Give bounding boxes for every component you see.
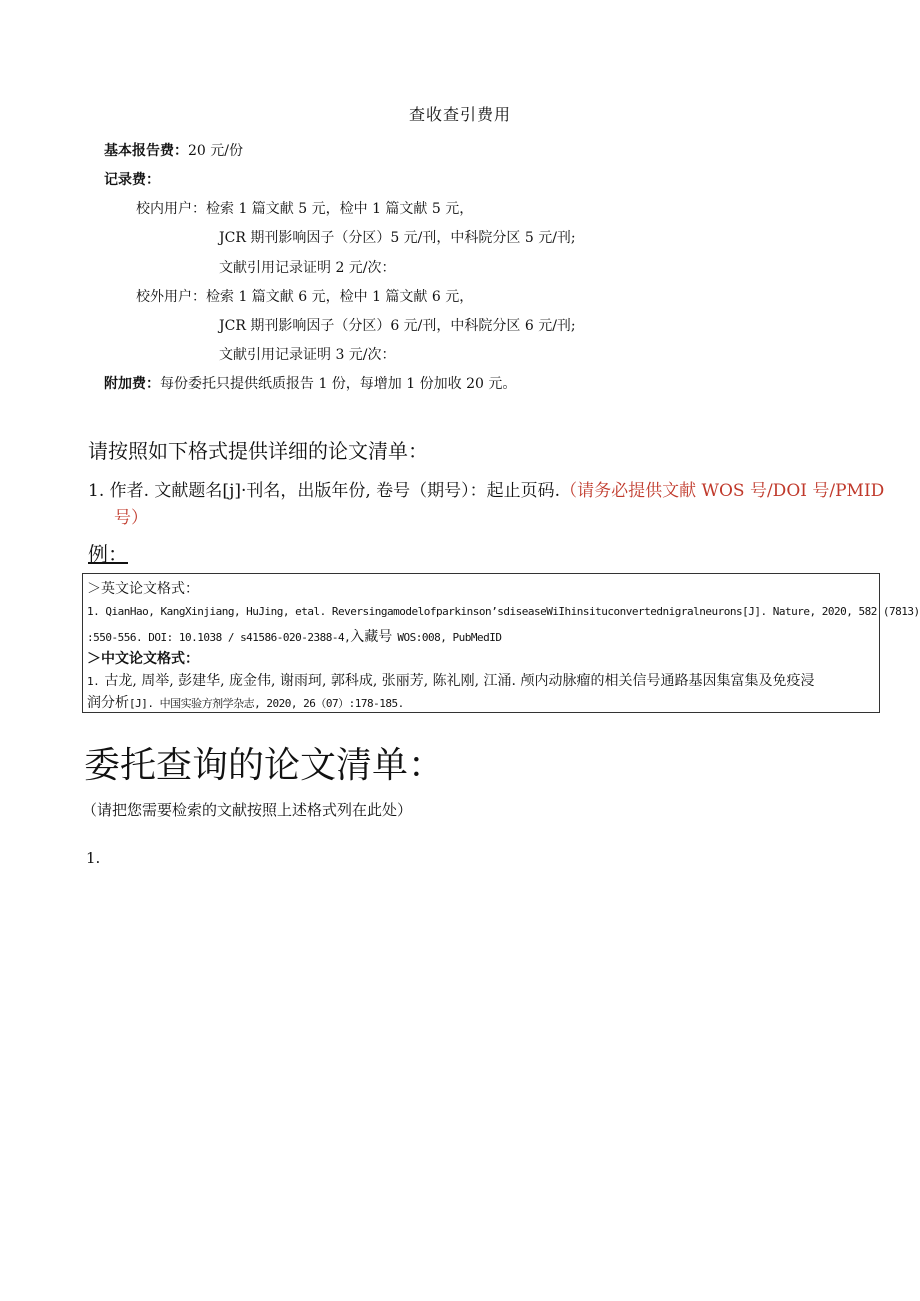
chinese-example-citation: [J]. 中国实验方剂学杂志, 2020, 26（07）:178-185. [129, 697, 404, 710]
record-fee-label: 记录费： [104, 172, 160, 188]
example-label: 例： [88, 542, 128, 566]
internal-fee-line-2: JCR 期刊影响因子（分区）5 元/刊，中科院分区 5 元/刊; [219, 230, 576, 246]
english-example-line-2 [87, 626, 501, 646]
chinese-example-line-1 [87, 670, 814, 690]
english-format-heading: ＞英文论文格式： [87, 581, 199, 597]
external-fee-line-1: 校外用户：检索 1 篇文献 6 元，检中 1 篇文献 6 元， [136, 289, 474, 305]
chinese-example-text: 古龙, 周举, 彭建华, 庞金伟, 谢雨珂, 郭科成, 张丽芳, 陈礼刚, 江涌. 颅内动脉瘤的相关信号通路基因集富集及免疫浸 [104, 673, 815, 689]
basic-fee-value: 20 元/份 [188, 143, 243, 159]
internal-fee-line-3: 文献引用记录证明 2 元/次： [219, 260, 396, 276]
format-note: （请务必提供文献 WOS 号/DOI 号/PMID [560, 481, 885, 501]
format-note-continued: 号） [114, 508, 148, 528]
format-heading: 请按照如下格式提供详细的论文清单： [88, 439, 428, 463]
english-example-doi: :550-556. DOI: 10.1038 / s41586-020-2388-4, [87, 631, 351, 644]
chinese-format-heading: ＞中文论文格式： [87, 651, 199, 667]
format-text: 1. 作者. 文献题名[j]·刊名，出版年份, 卷号（期号）：起止页码. [88, 481, 561, 501]
english-example-accession-label: 入藏号 [350, 629, 393, 645]
basic-fee-line [104, 140, 243, 160]
external-fee-line-3: 文献引用记录证明 3 元/次： [219, 347, 396, 363]
external-fee-line-2: JCR 期刊影响因子（分区）6 元/刊，中科院分区 6 元/刊; [219, 318, 576, 334]
request-list-item-1[interactable]: 1. [86, 849, 101, 867]
chinese-example-number: 1. [87, 675, 100, 688]
internal-fee-line-1: 校内用户：检索 1 篇文献 5 元，检中 1 篇文献 5 元， [136, 201, 474, 217]
chinese-example-text-cont: 润分析 [87, 695, 129, 711]
chinese-example-line-2 [87, 692, 404, 712]
request-note: （请把您需要检索的文献按照上述格式列在此处） [82, 801, 413, 819]
request-heading: 委托查询的论文清单： [84, 745, 445, 786]
extra-fee-line [104, 373, 516, 393]
basic-fee-label: 基本报告费： [104, 143, 188, 159]
page-title: 查收查引费用 [408, 105, 511, 124]
english-example-ids: WOS:008, PubMedID [397, 631, 502, 644]
english-example-line-1: 1. QianHao, KangXinjiang, HuJing, etal. Reversingamodelofparkinson’sdiseaseWiIhinsituconvertednigralneurons[J]. Nature, 2020, 582 (7813) [87, 605, 920, 618]
format-line [88, 476, 884, 501]
extra-fee-label: 附加费： [104, 376, 160, 392]
extra-fee-value: 每份委托只提供纸质报告 1 份，每增加 1 份加收 20 元。 [160, 376, 517, 392]
example-box [82, 573, 920, 713]
